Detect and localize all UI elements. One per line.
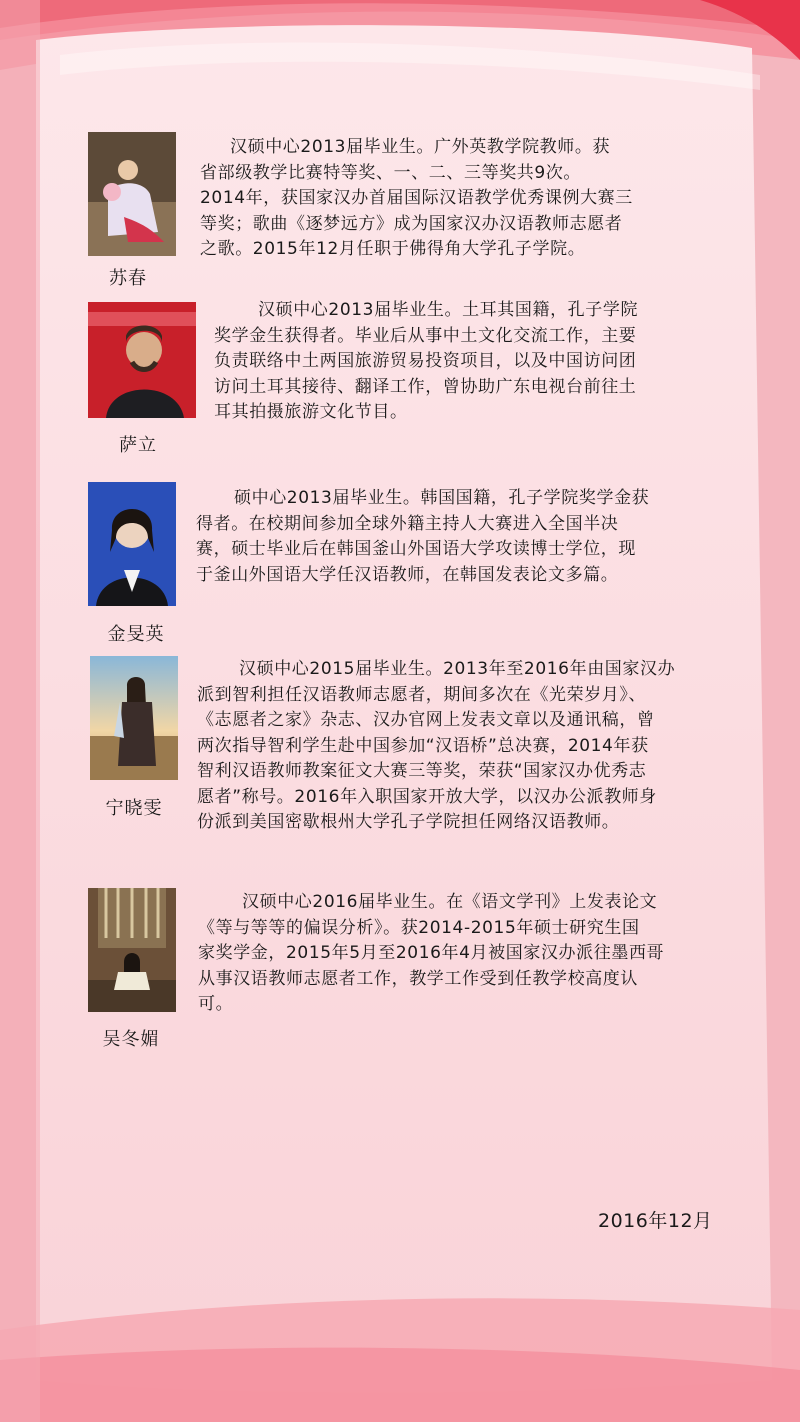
- footer-date: 2016年12月: [598, 1210, 713, 1232]
- profile-name-1: 苏春: [109, 268, 147, 289]
- bio-line: 从事汉语教师志愿者工作，教学工作受到任教学校高度认: [198, 968, 638, 989]
- bio-line: 愿者”称号。2016年入职国家开放大学，以汉办公派教师身: [197, 786, 657, 807]
- bio-line: 可。: [198, 994, 234, 1014]
- bio-line: 智利汉语教师教案征文大赛三等奖，荣获“国家汉办优秀志: [197, 761, 647, 781]
- bio-line: 等奖；歌曲《逐梦远方》成为国家汉办汉语教师志愿者: [200, 213, 623, 234]
- profile-photo-2: [88, 302, 196, 418]
- bio-line: 访问土耳其接待、翻译工作，曾协助广东电视台前往土: [214, 376, 637, 397]
- profile-name-3: 金旻英: [107, 624, 165, 645]
- profile-bio-1: [200, 135, 633, 263]
- bio-line: 之歌。2015年12月任职于佛得角大学孔子学院。: [200, 239, 586, 259]
- bio-line: 汉硕中心2013届毕业生。广外英教学院教师。获: [230, 137, 611, 157]
- profile-photo-4: [90, 656, 178, 780]
- profile-name-5: 吴冬媚: [102, 1029, 160, 1050]
- bio-line: 负责联络中土两国旅游贸易投资项目，以及中国访问团: [214, 351, 637, 371]
- bio-line: 《等与等等的偏误分析》。获2014-2015年硕士研究生国: [198, 917, 640, 938]
- bio-line: 两次指导智利学生赴中国参加“汉语桥”总决赛，2014年获: [197, 735, 649, 756]
- profile-photo-1: [88, 132, 176, 256]
- profile-bio-2: [214, 298, 638, 426]
- profile-bio-5: [198, 890, 664, 1018]
- bio-line: 汉硕中心2013届毕业生。土耳其国籍，孔子学院: [258, 300, 639, 320]
- profile-photo-5: [88, 888, 176, 1012]
- profile-bio-4: [197, 657, 675, 836]
- bio-line: 汉硕中心2015届毕业生。2013年至2016年由国家汉办: [239, 659, 676, 679]
- profile-name-2: 萨立: [119, 435, 157, 456]
- bio-line: 硕中心2013届毕业生。韩国国籍，孔子学院奖学金获: [234, 488, 650, 508]
- profile-photo-3: [88, 482, 176, 606]
- profile-bio-3: [196, 486, 649, 588]
- bio-line: 《志愿者之家》杂志、汉办官网上发表文章以及通讯稿，曾: [197, 710, 655, 730]
- bio-line: 省部级教学比赛特等奖、一、二、三等奖共9次。: [200, 162, 582, 183]
- bio-line: 得者。在校期间参加全球外籍主持人大赛进入全国半决: [196, 513, 619, 534]
- bio-line: 汉硕中心2016届毕业生。在《语文学刊》上发表论文: [242, 892, 658, 912]
- profile-name-4: 宁晓雯: [105, 798, 163, 819]
- bio-line: 奖学金生获得者。毕业后从事中土文化交流工作，主要: [214, 325, 637, 346]
- bio-line: 耳其拍摄旅游文化节目。: [214, 402, 408, 422]
- bio-line: 份派到美国密歇根州大学孔子学院担任网络汉语教师。: [197, 812, 620, 832]
- bio-line: 2014年，获国家汉办首届国际汉语教学优秀课例大赛三: [200, 188, 633, 208]
- bio-line: 于釜山外国语大学任汉语教师，在韩国发表论文多篇。: [196, 564, 619, 585]
- bio-line: 派到智利担任汉语教师志愿者，期间多次在《光荣岁月》、: [197, 684, 647, 705]
- bio-line: 家奖学金，2015年5月至2016年4月被国家汉办派往墨西哥: [198, 943, 665, 963]
- bio-line: 赛，硕士毕业后在韩国釜山外国语大学攻读博士学位，现: [196, 539, 636, 559]
